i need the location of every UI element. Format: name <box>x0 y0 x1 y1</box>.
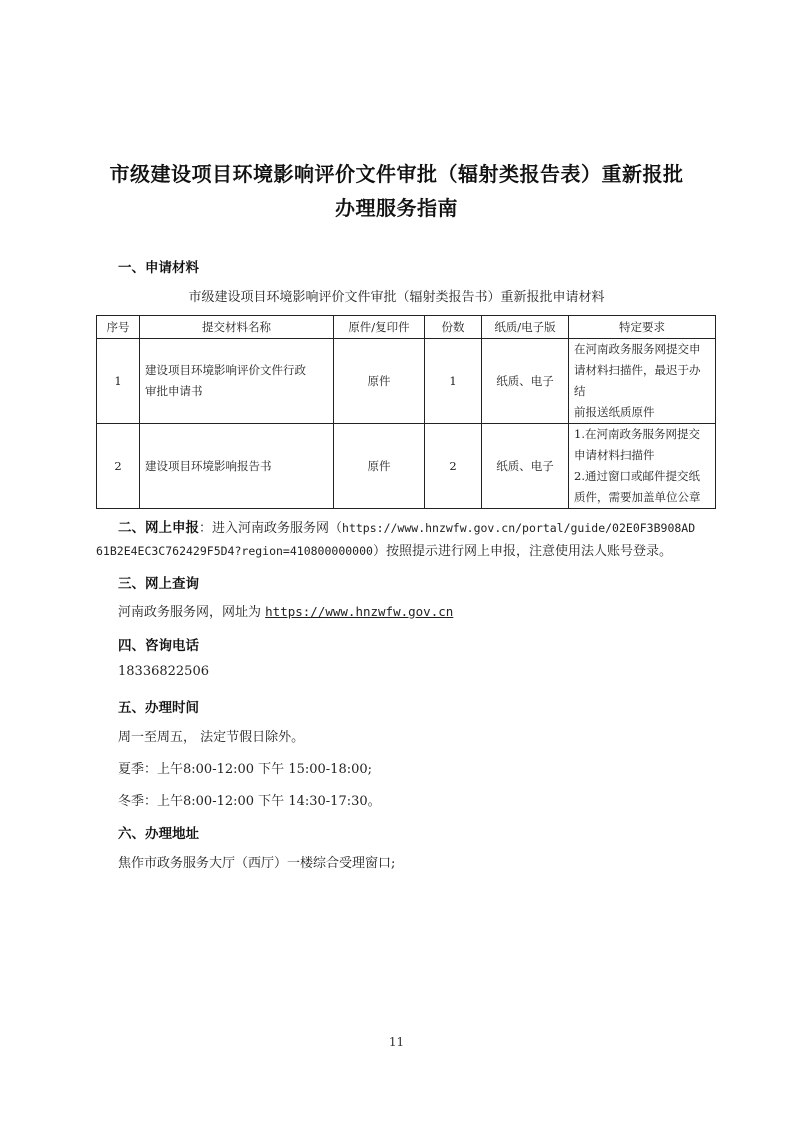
cell-name-line: 审批申请书 <box>145 384 203 398</box>
section3-text: 河南政务服务网，网址为 <box>118 605 266 620</box>
cell-name-line: 建设项目环境影响评价文件行政 <box>145 363 306 377</box>
section2-heading: 二、网上申报 <box>118 520 199 536</box>
cell-requirement-line: 请材料扫描件，最迟于办结 <box>574 363 701 398</box>
col-header-index: 序号 <box>97 316 140 339</box>
phone-number: 18336822506 <box>118 664 209 679</box>
cell-requirement <box>569 424 716 509</box>
section2-url-part1[interactable]: https://www.hnzwfw.gov.cn/portal/guide/02E0F3B908AD <box>342 521 696 535</box>
cell-format: 纸质、电子 <box>482 424 569 509</box>
section1-heading: 一、申请材料 <box>118 260 199 276</box>
table-row <box>97 424 716 509</box>
col-header-format: 纸质/电子版 <box>482 316 569 339</box>
table-caption: 市级建设项目环境影响评价文件审批（辐射类报告书）重新报批申请材料 <box>188 290 605 305</box>
section6-heading: 六、办理地址 <box>118 826 199 842</box>
section2-text-suffix: ）按照提示进行网上申报，注意使用法人账号登录。 <box>372 544 672 559</box>
cell-index: 1 <box>97 339 140 424</box>
section5-heading: 五、办理时间 <box>118 700 199 716</box>
cell-requirement-line: 2.通过窗口或邮件提交纸 <box>574 469 700 483</box>
cell-requirement-line: 前报送纸质原件 <box>574 405 655 419</box>
cell-requirement-line: 在河南政务服务网提交申 <box>574 342 701 356</box>
cell-name-line: 建设项目环境影响报告书 <box>145 458 272 473</box>
col-header-requirement: 特定要求 <box>569 316 716 339</box>
office-address: 焦作市政务服务大厅（西厅）一楼综合受理窗口; <box>118 856 396 871</box>
cell-original-copy: 原件 <box>334 339 425 424</box>
section4-heading: 四、咨询电话 <box>118 638 199 654</box>
section2-line1 <box>118 516 695 536</box>
cell-requirement-line: 申请材料扫描件 <box>574 448 655 462</box>
cell-requirement-line: 1.在河南政务服务网提交 <box>574 427 700 441</box>
document-title-line1: 市级建设项目环境影响评价文件审批（辐射类报告表）重新报批 <box>109 162 684 186</box>
cell-original-copy: 原件 <box>334 424 425 509</box>
document-title-line2: 办理服务指南 <box>335 196 458 220</box>
winter-hours: 冬季：上午8:00-12:00 下午 14:30-17:30。 <box>118 794 381 809</box>
working-days: 周一至周五， 法定节假日除外。 <box>118 730 305 745</box>
table-row <box>97 339 716 424</box>
col-header-original-copy: 原件/复印件 <box>334 316 425 339</box>
cell-name <box>140 424 334 509</box>
section2-url-part2[interactable]: 61B2E4EC3C762429F5D4?region=410800000000 <box>96 544 373 558</box>
cell-count: 2 <box>425 424 482 509</box>
section2-line2 <box>96 540 672 559</box>
section2-text-prefix: 进入河南政务服务网（ <box>212 521 343 536</box>
col-header-name: 提交材料名称 <box>140 316 334 339</box>
materials-table <box>96 315 716 509</box>
website-link[interactable]: https://www.hnzwfw.gov.cn <box>265 604 454 619</box>
section3-heading: 三、网上查询 <box>118 576 199 592</box>
section3-text-line <box>118 601 453 620</box>
cell-name <box>140 339 334 424</box>
table-header-row <box>97 316 716 339</box>
section2-colon: ： <box>199 521 213 536</box>
summer-hours: 夏季：上午8:00-12:00 下午 15:00-18:00; <box>118 762 373 777</box>
cell-requirement-line: 质件，需要加盖单位公章 <box>574 490 701 504</box>
cell-index: 2 <box>97 424 140 509</box>
cell-requirement <box>569 339 716 424</box>
col-header-count: 份数 <box>425 316 482 339</box>
cell-format: 纸质、电子 <box>482 339 569 424</box>
page-number: 11 <box>388 1035 405 1049</box>
cell-count: 1 <box>425 339 482 424</box>
